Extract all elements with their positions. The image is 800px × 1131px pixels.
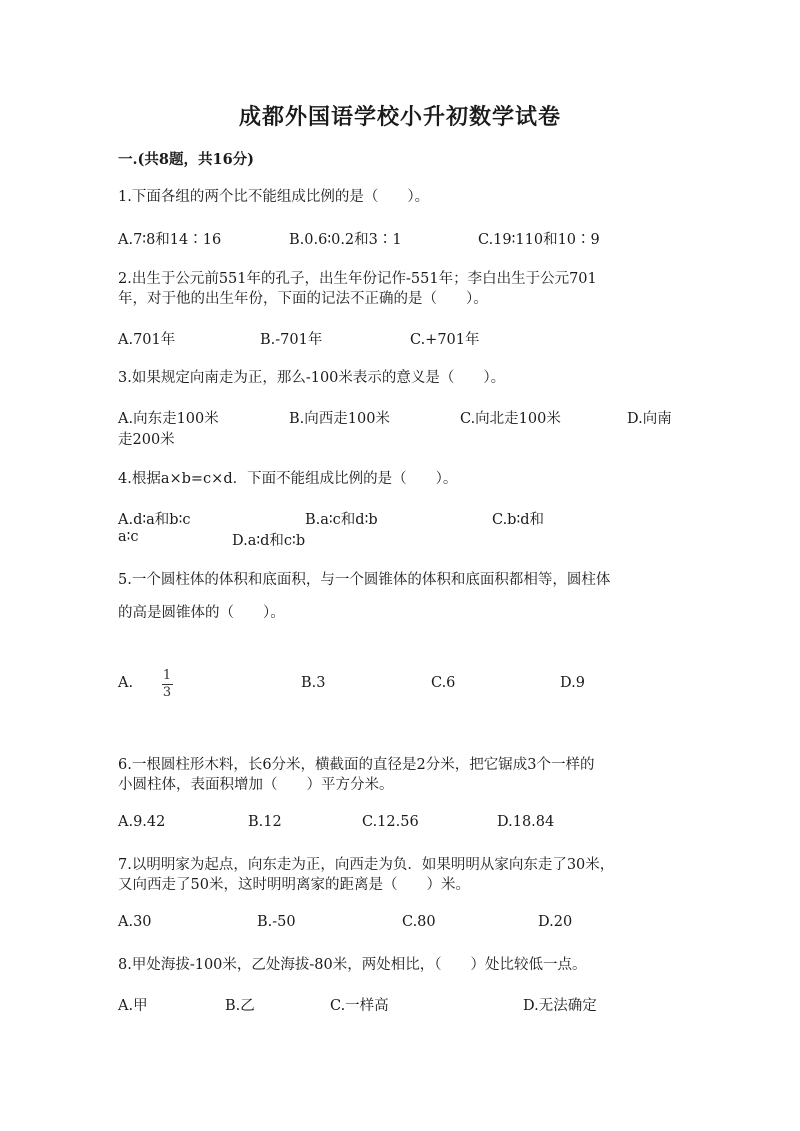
question-7-option-a: A.30 — [118, 914, 152, 930]
question-6-option-d: D.18.84 — [497, 814, 555, 830]
question-6-option-a: A.9.42 — [118, 814, 166, 830]
question-5-option-a: A. — [118, 675, 134, 691]
question-1-option-c: C.19∶110和10∶9 — [478, 232, 600, 248]
question-5-stem-line-2: 的高是圆锥体的（ ）。 — [118, 605, 285, 621]
question-7-option-b: B.-50 — [257, 914, 296, 930]
question-3-option-c: C.向北走100米 — [460, 411, 561, 427]
question-1-stem: 1.下面各组的两个比不能组成比例的是（ ）。 — [118, 189, 430, 205]
question-3-option-d-continued: 走200米 — [118, 432, 175, 448]
question-8-stem: 8.甲处海拔-100米，乙处海拔-80米，两处相比，（ ）处比较低一点。 — [118, 957, 587, 973]
question-6-option-b: B.12 — [248, 814, 282, 830]
section-heading: 一.(共8题，共16分) — [118, 151, 255, 168]
question-7-stem-line-1: 7.以明明家为起点，向东走为正，向西走为负．如果明明从家向东走了30米， — [118, 857, 615, 873]
question-4-option-b: B.a∶c和d∶b — [305, 512, 378, 528]
question-5-option-b: B.3 — [301, 675, 326, 691]
question-3-option-a: A.向东走100米 — [118, 411, 219, 427]
question-5-option-c: C.6 — [431, 675, 456, 691]
question-7-stem-line-2: 又向西走了50米，这时明明离家的距离是（ ）米。 — [118, 877, 470, 893]
question-8-option-d: D.无法确定 — [523, 998, 597, 1014]
question-4-option-a: A.d∶a和b∶c — [118, 512, 191, 528]
question-8-option-c: C.一样高 — [330, 998, 389, 1014]
question-2-stem-line-2: 年，对于他的出生年份，下面的记法不正确的是（ ）。 — [118, 291, 488, 307]
question-3-option-b: B.向西走100米 — [289, 411, 390, 427]
question-8-option-b: B.乙 — [225, 998, 255, 1014]
question-1-option-b: B.0.6∶0.2和3∶1 — [289, 232, 402, 248]
question-2-stem-line-1: 2.出生于公元前551年的孔子，出生年份记作-551年；李白出生于公元701 — [118, 271, 597, 287]
question-6-option-c: C.12.56 — [362, 814, 419, 830]
question-2-option-a: A.701年 — [118, 332, 176, 348]
question-6-stem-line-1: 6.一根圆柱形木料，长6分米，横截面的直径是2分米，把它锯成3个一样的 — [118, 757, 595, 773]
question-5-option-d: D.9 — [560, 675, 585, 691]
question-7-option-d: D.20 — [538, 914, 573, 930]
question-3-stem: 3.如果规定向南走为正，那么-100米表示的意义是（ ）。 — [118, 370, 506, 386]
question-7-option-c: C.80 — [402, 914, 436, 930]
question-8-option-a: A.甲 — [118, 998, 148, 1014]
fraction-denominator: 3 — [162, 685, 172, 700]
fraction-numerator: 1 — [162, 668, 172, 683]
question-4-option-c-continued: a∶c — [118, 529, 139, 545]
page-title: 成都外国语学校小升初数学试卷 — [238, 104, 561, 130]
question-2-option-c: C.+701年 — [410, 332, 480, 348]
question-6-stem-line-2: 小圆柱体，表面积增加（ ）平方分米。 — [118, 777, 394, 793]
question-1-option-a: A.7∶8和14∶16 — [118, 232, 222, 248]
fraction-one-third — [160, 669, 174, 699]
question-3-option-d: D.向南 — [627, 411, 672, 427]
question-5-stem-line-1: 5.一个圆柱体的体积和底面积，与一个圆锥体的体积和底面积都相等，圆柱体 — [118, 572, 611, 588]
question-4-option-d: D.a∶d和c∶b — [232, 533, 306, 549]
question-2-option-b: B.-701年 — [260, 332, 323, 348]
question-4-option-c: C.b∶d和 — [492, 512, 545, 528]
question-4-stem: 4.根据a×b=c×d．下面不能组成比例的是（ ）。 — [118, 471, 458, 487]
